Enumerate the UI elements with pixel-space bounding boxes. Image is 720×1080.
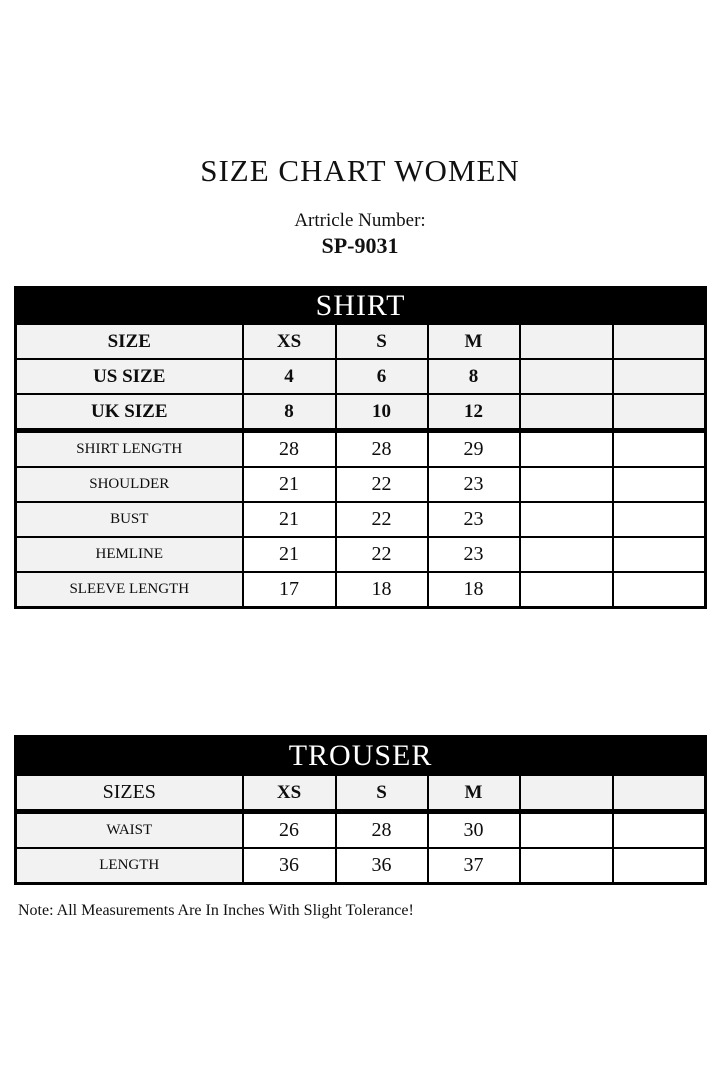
table-cell: [613, 431, 706, 468]
table-cell: 4: [243, 359, 336, 394]
table-row: [16, 502, 706, 537]
table-cell: [520, 537, 613, 572]
row-label: SIZE: [16, 324, 243, 359]
table-cell: [613, 502, 706, 537]
table-cell: XS: [243, 775, 336, 812]
table-cell: 36: [243, 848, 336, 884]
table-cell: 18: [428, 572, 520, 608]
row-label: SHIRT LENGTH: [16, 431, 243, 468]
table-cell: 21: [243, 502, 336, 537]
measurement-note: Note: All Measurements Are In Inches With Slight Tolerance!: [18, 902, 414, 919]
table-cell: 22: [336, 537, 428, 572]
table-cell: [520, 324, 613, 359]
table-row: [16, 572, 706, 608]
row-label: UK SIZE: [16, 394, 243, 431]
table-banner-row: [16, 288, 706, 325]
table-cell: [520, 431, 613, 468]
table-cell: 37: [428, 848, 520, 884]
trouser-table-banner: TROUSER: [16, 737, 706, 776]
table-cell: 12: [428, 394, 520, 431]
table-cell: 23: [428, 502, 520, 537]
table-cell: M: [428, 775, 520, 812]
table-cell: [520, 467, 613, 502]
table-cell: [520, 775, 613, 812]
table-cell: [613, 324, 706, 359]
table-cell: 28: [336, 812, 428, 849]
table-cell: 21: [243, 467, 336, 502]
row-label: SHOULDER: [16, 467, 243, 502]
row-label: SLEEVE LENGTH: [16, 572, 243, 608]
page-title: SIZE CHART WOMEN: [200, 153, 520, 188]
table-cell: 23: [428, 467, 520, 502]
table-row: [16, 394, 706, 431]
table-cell: [613, 572, 706, 608]
table-cell: 8: [428, 359, 520, 394]
table-cell: 10: [336, 394, 428, 431]
table-cell: [520, 394, 613, 431]
table-cell: [520, 812, 613, 849]
table-cell: 28: [243, 431, 336, 468]
table-row: [16, 775, 706, 812]
table-cell: 17: [243, 572, 336, 608]
shirt-table-banner: SHIRT: [16, 288, 706, 325]
table-cell: 30: [428, 812, 520, 849]
trouser-table: [14, 735, 707, 885]
table-cell: [520, 502, 613, 537]
article-number-value: SP-9031: [321, 233, 399, 258]
table-cell: 26: [243, 812, 336, 849]
shirt-table: [14, 286, 707, 609]
table-cell: [613, 812, 706, 849]
table-cell: [520, 572, 613, 608]
row-label: HEMLINE: [16, 537, 243, 572]
table-cell: 36: [336, 848, 428, 884]
table-cell: 6: [336, 359, 428, 394]
table-cell: 21: [243, 537, 336, 572]
table-row: [16, 848, 706, 884]
table-row: [16, 812, 706, 849]
row-label: SIZES: [16, 775, 243, 812]
table-cell: [520, 848, 613, 884]
table-row: [16, 537, 706, 572]
table-cell: [613, 537, 706, 572]
row-label: BUST: [16, 502, 243, 537]
row-label: LENGTH: [16, 848, 243, 884]
table-cell: [613, 359, 706, 394]
table-cell: S: [336, 324, 428, 359]
table-cell: 22: [336, 467, 428, 502]
table-cell: 29: [428, 431, 520, 468]
table-cell: [613, 848, 706, 884]
table-cell: 23: [428, 537, 520, 572]
article-number-label: Artricle Number:: [294, 210, 426, 231]
table-banner-row: [16, 737, 706, 776]
table-cell: [613, 394, 706, 431]
table-cell: 18: [336, 572, 428, 608]
table-cell: 8: [243, 394, 336, 431]
table-cell: [613, 467, 706, 502]
table-row: [16, 324, 706, 359]
table-cell: M: [428, 324, 520, 359]
table-cell: XS: [243, 324, 336, 359]
table-cell: [613, 775, 706, 812]
table-row: [16, 467, 706, 502]
table-cell: 22: [336, 502, 428, 537]
row-label: WAIST: [16, 812, 243, 849]
table-row: [16, 431, 706, 468]
table-cell: 28: [336, 431, 428, 468]
table-row: [16, 359, 706, 394]
row-label: US SIZE: [16, 359, 243, 394]
table-cell: [520, 359, 613, 394]
table-cell: S: [336, 775, 428, 812]
